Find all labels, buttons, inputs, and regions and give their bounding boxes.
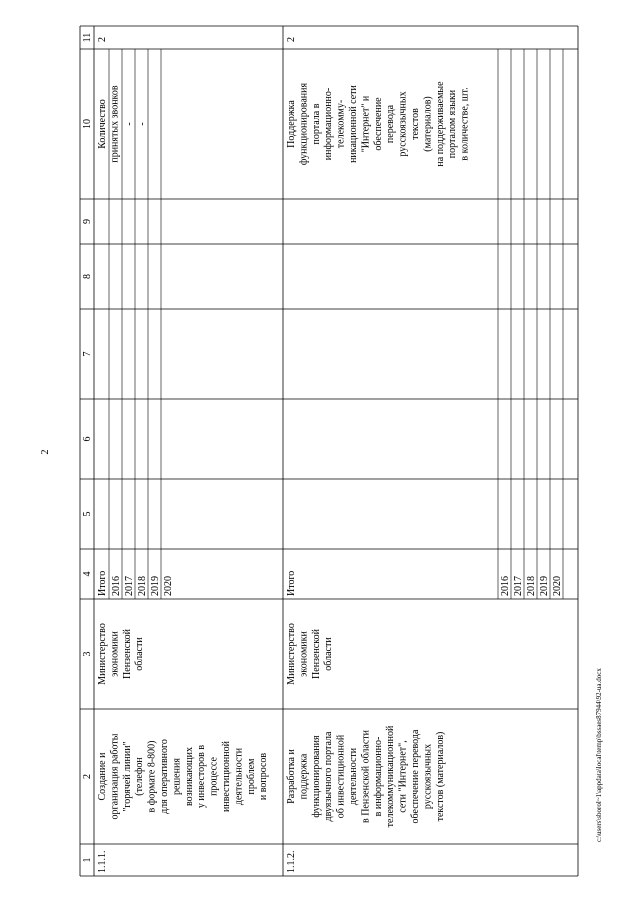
executor-line: области <box>323 637 335 671</box>
header-col-5: 5 <box>82 511 93 517</box>
measure-name-line: организация работы <box>109 733 121 820</box>
col11-value: 2 <box>97 37 108 42</box>
indicator-line: Количество <box>97 99 108 149</box>
header-col-7: 7 <box>82 351 93 357</box>
indicator-name <box>97 85 120 163</box>
header-col-2: 2 <box>82 774 93 779</box>
indicator-line: на поддерживаемые <box>434 81 446 167</box>
executor-line: Министерство <box>286 623 297 685</box>
measure-name-line: "горячей линии" <box>121 741 133 812</box>
measure-name-line: сети "Интернет", <box>397 740 409 813</box>
measure-name <box>286 725 446 827</box>
year-line: 2017 <box>124 576 135 596</box>
year-line: 2020 <box>552 576 563 596</box>
measure-name <box>97 733 269 819</box>
header-col-8: 8 <box>82 274 93 279</box>
indicator-line: русскоязычных <box>397 91 409 157</box>
executor-line: экономики <box>109 631 121 677</box>
measure-name-line: проблем <box>245 758 257 795</box>
indicator-line: портала в <box>310 103 322 145</box>
executor-line: экономики <box>298 631 310 677</box>
executor-line: Пензенской <box>310 629 322 679</box>
indicator-line: принятых звонков <box>109 85 121 163</box>
header-col-10: 10 <box>82 119 93 129</box>
measure-name-line: в информационно- <box>372 736 384 817</box>
year-line: 2017 <box>513 576 524 596</box>
measure-name-line: в формате 8-800) <box>146 740 158 813</box>
indicator-line: перевода <box>385 104 397 144</box>
measure-name-line: двуязычного портала <box>323 731 335 822</box>
indicator-values <box>124 122 148 125</box>
table-row-1-1-1 <box>97 37 269 873</box>
col11-value: 2 <box>286 37 297 42</box>
measure-name-line: (телефон <box>134 757 146 796</box>
year-line: 2018 <box>526 576 537 596</box>
indicator-line: Поддержка <box>286 100 297 148</box>
measure-name-line: возникающих <box>183 747 195 806</box>
indicator-line: никационной сети <box>348 85 359 163</box>
year-line: 2016 <box>500 576 511 596</box>
measure-name-line: поддержка <box>298 753 310 800</box>
executor-line: Пензенской <box>121 629 133 679</box>
header-col-11: 11 <box>82 32 93 43</box>
total-label: Итого <box>97 570 108 596</box>
measure-name-line: русскоязычных <box>422 743 434 810</box>
file-path: c:\users\sborol~1\appdata\local\temp\bssaes87944\92-ua.docx <box>595 668 603 842</box>
indicator-line: функционирования <box>298 82 310 166</box>
measure-name-line: для оперативного <box>159 739 170 814</box>
measure-name-line: обеспечение перевода <box>410 729 421 824</box>
indicator-value-line: - <box>137 122 148 126</box>
measure-name-line: функционирования <box>310 735 322 818</box>
year-line: 2018 <box>137 576 148 596</box>
year-list <box>500 576 563 596</box>
indicator-line: (материалов) <box>422 96 434 152</box>
indicator-value-line: - <box>124 122 135 126</box>
header-col-4: 4 <box>82 571 93 577</box>
indicator-line: в количестве, шт. <box>459 87 471 161</box>
measure-name-line: и вопросов <box>258 752 270 801</box>
indicator-line: текстов <box>410 108 421 140</box>
indicator-line: телекомму- <box>335 99 347 149</box>
indicator-line: информационно- <box>323 87 335 161</box>
measure-name-line: деятельности <box>348 747 359 806</box>
total-label: Итого <box>286 570 297 596</box>
data-table <box>80 26 578 876</box>
year-line: 2019 <box>150 576 161 596</box>
table-row-1-1-2 <box>286 37 563 873</box>
measure-name-line: текстов (материалов) <box>434 731 446 822</box>
measure-name-line: инвестиционной <box>221 741 232 812</box>
executor-line: Министерство <box>97 623 108 685</box>
row-number: 1.1.1. <box>97 850 108 873</box>
header-col-1: 1 <box>82 857 93 863</box>
header-row <box>82 33 93 863</box>
measure-name-line: Создание и <box>97 752 108 801</box>
year-list <box>111 576 174 596</box>
indicator-name <box>286 81 471 167</box>
header-col-6: 6 <box>82 436 93 442</box>
executor <box>286 623 334 685</box>
year-line: 2019 <box>539 576 550 596</box>
measure-name-line: процессе <box>208 757 220 796</box>
measure-name-line: об инвестиционной <box>335 734 347 819</box>
measure-name-line: телекоммуникационной <box>385 725 397 828</box>
indicator-line: порталом языки <box>447 89 459 159</box>
header-col-9: 9 <box>82 219 93 224</box>
executor <box>97 623 145 685</box>
measure-name-line: решения <box>171 758 183 795</box>
indicator-line: обеспечение <box>372 97 384 151</box>
measure-name-line: Разработка и <box>286 749 297 804</box>
row-number: 1.1.2. <box>286 850 297 873</box>
year-line: 2016 <box>111 576 122 596</box>
executor-line: области <box>134 637 146 671</box>
year-line: 2020 <box>163 576 174 596</box>
measure-name-line: у инвесторов в <box>196 744 208 809</box>
header-col-3: 3 <box>82 651 93 657</box>
indicator-line: "Интернет" и <box>360 95 372 153</box>
measure-name-line: в Пензенской области <box>360 729 372 824</box>
page-number: 2 <box>40 449 51 455</box>
measure-name-line: деятельности <box>233 747 245 806</box>
